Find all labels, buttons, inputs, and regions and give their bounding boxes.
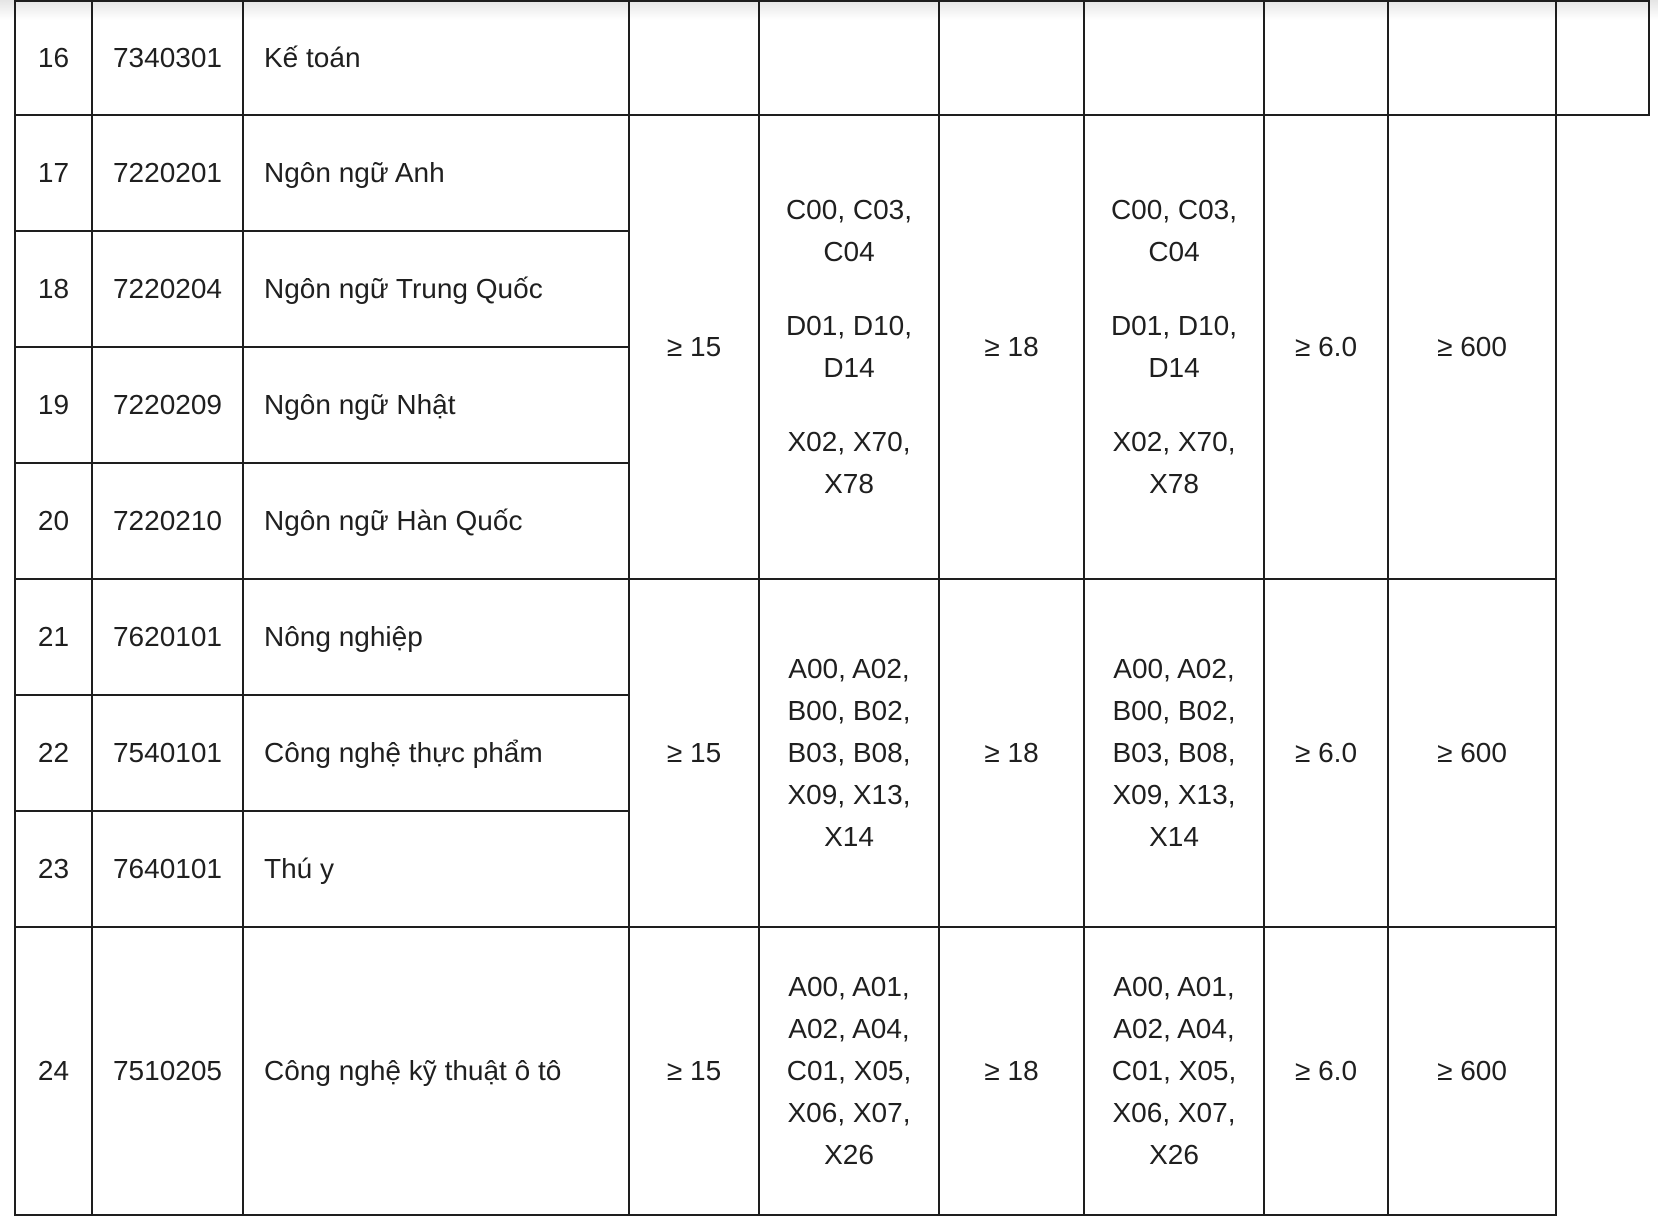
row-number: 21 — [15, 579, 92, 695]
block-line: C04 — [1148, 236, 1200, 267]
block-line: B03, B08, — [1112, 737, 1236, 768]
min-score-d: ≥ 600 — [1388, 927, 1556, 1215]
min-score-a: ≥ 15 — [629, 927, 759, 1215]
block-line: X02, X70, — [1112, 426, 1236, 457]
block-line: A02, A04, — [1113, 1013, 1235, 1044]
block-line: D01, D10, — [1110, 310, 1238, 341]
min-score-a: ≥ 15 — [629, 579, 759, 927]
block-line: X78 — [1149, 468, 1199, 499]
block-line: A00, A01, — [1113, 971, 1235, 1002]
block-line: B03, B08, — [787, 737, 911, 768]
major-name: Công nghệ kỹ thuật ô tô — [243, 927, 629, 1215]
subject-blocks-a — [759, 115, 939, 579]
major-code: 7510205 — [92, 927, 243, 1215]
block-line: X09, X13, — [787, 779, 911, 810]
block-line: C01, X05, — [1111, 1055, 1237, 1086]
min-score-c: ≥ 6.0 — [1264, 579, 1388, 927]
subject-blocks-a — [759, 927, 939, 1215]
subject-blocks-b — [1084, 115, 1264, 579]
row-number: 23 — [15, 811, 92, 927]
subject-blocks-a — [759, 579, 939, 927]
row-number: 24 — [15, 927, 92, 1215]
min-score-b: ≥ 18 — [939, 579, 1084, 927]
block-line: X26 — [1149, 1139, 1199, 1170]
empty-cell — [939, 1, 1084, 115]
min-score-d: ≥ 600 — [1388, 579, 1556, 927]
major-code: 7220204 — [92, 231, 243, 347]
row-number: 16 — [15, 1, 92, 115]
block-line: C00, C03, — [785, 194, 913, 225]
block-line: A00, A02, — [788, 653, 910, 684]
block-line: A02, A04, — [788, 1013, 910, 1044]
block-line: X26 — [824, 1139, 874, 1170]
empty-cell — [1264, 1, 1388, 115]
block-line: A00, A01, — [788, 971, 910, 1002]
table-row — [15, 927, 1649, 1215]
block-line: X06, X07, — [1112, 1097, 1236, 1128]
subject-blocks-b — [1084, 579, 1264, 927]
block-line: B00, B02, — [787, 695, 911, 726]
table-row — [15, 579, 1649, 695]
block-line: X02, X70, — [787, 426, 911, 457]
major-name: Ngôn ngữ Trung Quốc — [243, 231, 629, 347]
empty-cell — [629, 1, 759, 115]
row-number: 20 — [15, 463, 92, 579]
empty-cell — [1556, 1, 1649, 115]
block-line: X78 — [824, 468, 874, 499]
block-line: D14 — [1148, 352, 1200, 383]
major-code: 7620101 — [92, 579, 243, 695]
major-name: Công nghệ thực phẩm — [243, 695, 629, 811]
empty-cell — [1388, 1, 1556, 115]
min-score-c: ≥ 6.0 — [1264, 115, 1388, 579]
major-name: Ngôn ngữ Nhật — [243, 347, 629, 463]
block-line: B00, B02, — [1112, 695, 1236, 726]
min-score-d: ≥ 600 — [1388, 115, 1556, 579]
major-code: 7640101 — [92, 811, 243, 927]
major-name: Kế toán — [243, 1, 629, 115]
row-number: 22 — [15, 695, 92, 811]
block-line: X14 — [824, 821, 874, 852]
min-score-b: ≥ 18 — [939, 927, 1084, 1215]
row-number: 18 — [15, 231, 92, 347]
major-name: Ngôn ngữ Anh — [243, 115, 629, 231]
table-row — [15, 115, 1649, 231]
min-score-a: ≥ 15 — [629, 115, 759, 579]
major-code: 7220209 — [92, 347, 243, 463]
table-row — [15, 1, 1649, 115]
major-code: 7540101 — [92, 695, 243, 811]
empty-cell — [1084, 1, 1264, 115]
min-score-b: ≥ 18 — [939, 115, 1084, 579]
block-line: X06, X07, — [787, 1097, 911, 1128]
major-code: 7340301 — [92, 1, 243, 115]
block-line: X09, X13, — [1112, 779, 1236, 810]
block-line: A00, A02, — [1113, 653, 1235, 684]
row-number: 19 — [15, 347, 92, 463]
empty-cell — [759, 1, 939, 115]
major-code: 7220201 — [92, 115, 243, 231]
block-line: C00, C03, — [1110, 194, 1238, 225]
major-name: Nông nghiệp — [243, 579, 629, 695]
major-name: Ngôn ngữ Hàn Quốc — [243, 463, 629, 579]
block-line: C01, X05, — [786, 1055, 912, 1086]
major-code: 7220210 — [92, 463, 243, 579]
admission-table — [14, 0, 1650, 1216]
major-name: Thú y — [243, 811, 629, 927]
block-line: D01, D10, — [785, 310, 913, 341]
block-line: X14 — [1149, 821, 1199, 852]
subject-blocks-b — [1084, 927, 1264, 1215]
row-number: 17 — [15, 115, 92, 231]
block-line: D14 — [823, 352, 875, 383]
min-score-c: ≥ 6.0 — [1264, 927, 1388, 1215]
block-line: C04 — [823, 236, 875, 267]
